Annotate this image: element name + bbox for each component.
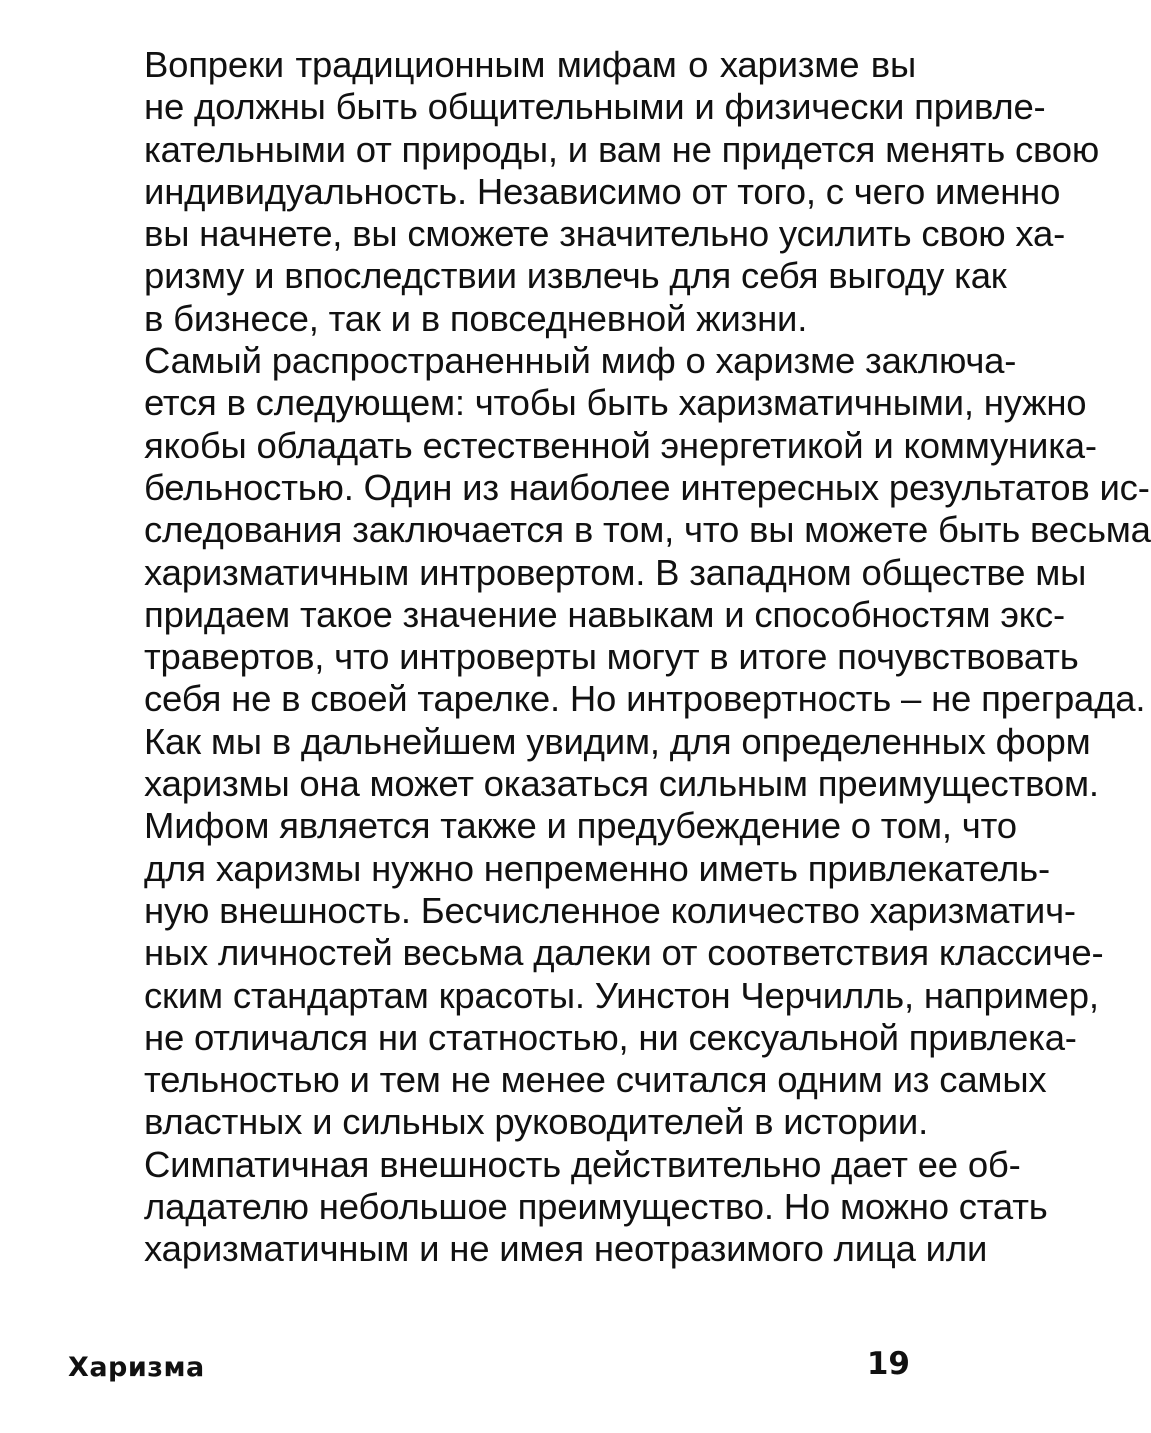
page-footer <box>68 1346 910 1386</box>
text-line: Самый распространенный миф о харизме заключа- <box>144 340 1017 382</box>
text-line: ется в следующем: чтобы быть харизматичными, нужно <box>144 382 1087 424</box>
text-line: кательными от природы, и вам не придется менять свою <box>144 128 1100 170</box>
text-line: следования заключается в том, что вы можете быть весьма <box>144 509 1151 551</box>
text-line: Как мы в дальнейшем увидим, для определенных форм <box>144 720 1091 762</box>
text-line: не должны быть общительными и физически привле- <box>144 86 1046 128</box>
text-line: харизмы она может оказаться сильным преимуществом. <box>144 763 1099 805</box>
paragraph-3 <box>66 805 1104 1143</box>
text-line: индивидуальность. Независимо от того, с чего именно <box>144 170 1061 212</box>
text-line: себя не в своей тарелке. Но интровертность – не преграда. <box>144 678 1146 720</box>
text-line: Вопреки традиционным мифам о харизме вы <box>144 44 916 85</box>
page-number: 19 <box>866 1346 910 1382</box>
body-text <box>66 44 1151 1271</box>
text-line: в бизнесе, так и в повседневной жизни. <box>144 297 808 339</box>
text-line: для харизмы нужно непременно иметь привлекатель- <box>144 847 1050 889</box>
text-line: ную внешность. Бесчисленное количество харизматич- <box>144 889 1076 931</box>
text-line: харизматичным и не имея неотразимого лица или <box>144 1228 988 1270</box>
text-line: ризму и впоследствии извлечь для себя выгоду как <box>144 255 1007 297</box>
text-line: придаем такое значение навыкам и способностям экс- <box>144 593 1065 635</box>
paragraph-2 <box>66 340 1151 805</box>
text-line: якобы обладать естественной энергетикой и коммуника- <box>144 424 1097 466</box>
text-line: Мифом является также и предубеждение о том, что <box>144 805 1017 847</box>
text-line: властных и сильных руководителей в истории. <box>144 1101 929 1143</box>
text-line: ским стандартам красоты. Уинстон Черчилль, например, <box>144 974 1099 1016</box>
text-line: ладателю небольшое преимущество. Но можно стать <box>144 1186 1048 1228</box>
text-line: Симпатичная внешность действительно дает ее об- <box>144 1143 1021 1185</box>
paragraph-4 <box>66 1143 1048 1271</box>
text-line: травертов, что интроверты могут в итоге почувствовать <box>144 636 1079 678</box>
text-line: вы начнете, вы сможете значительно усилить свою ха- <box>144 213 1066 255</box>
running-title: Харизма <box>68 1352 205 1383</box>
text-line: харизматичным интровертом. В западном обществе мы <box>144 551 1087 593</box>
text-line: не отличался ни статностью, ни сексуальной привлека- <box>144 1016 1077 1058</box>
paragraph-1 <box>66 44 1100 340</box>
text-line: тельностью и тем не менее считался одним из самых <box>144 1059 1047 1101</box>
text-line: бельностью. Один из наиболее интересных результатов ис- <box>144 466 1150 508</box>
text-line: ных личностей весьма далеки от соответствия классиче- <box>144 932 1104 974</box>
